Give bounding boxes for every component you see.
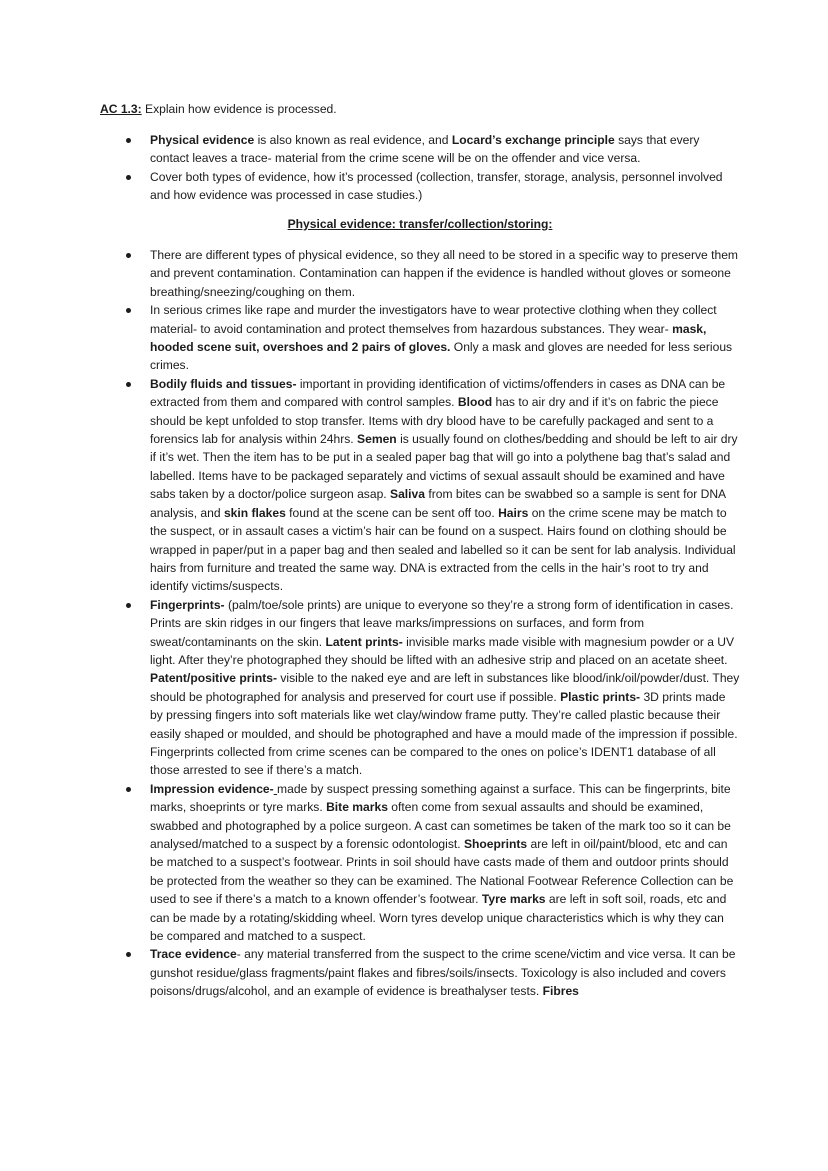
text: Only a mask and gloves are needed for less serious crimes. bbox=[150, 340, 733, 373]
term-fingerprints: Fingerprints- bbox=[150, 597, 225, 612]
text: invisible marks made visible with magnesium powder or a UV light. After they’re photographed they should be lifted with an adhesive strip and placed on an acetate sheet. bbox=[150, 634, 735, 667]
term-locards-principle: Locard’s exchange principle bbox=[451, 133, 615, 147]
text: - any material transferred from the suspect to the crime scene/victim and vice versa. It can be gunshot residue/glass fragments/paint flakes and fibres/soils/insects. Toxicology is also included and covers poisons/drugs/alcohol, and an example of evidence is breathalyser tests. bbox=[150, 947, 736, 999]
term-patent-prints: Patent/positive prints- bbox=[150, 671, 278, 686]
text: on the crime scene may be match to the suspect, or in assault cases a victim’s hair can be found on a suspect. Hairs found on clothing should be wrapped in paper/put in a paper bag and then sealed and labelled so it can be sent for lab analysis. Individual hairs from furniture and treated the same way. DNA is extracted from the cells in the hair’s root to try and identify victims/suspects. bbox=[150, 505, 736, 594]
bullet-storage-contamination bbox=[100, 246, 740, 301]
term-hairs: Hairs bbox=[498, 505, 529, 520]
text: is usually found on clothes/bedding and should be left to air dry if it’s wet. Then the item has to be put in a sealed paper bag that will go into a polythene bag that’s salad and labelled. Items have to be packaged separately and victims of sexual assault should be examined and have sabs taken by a doctor/police surgeon asap. bbox=[150, 432, 738, 502]
text: visible to the naked eye and are left in substances like blood/ink/oil/powder/dust. They should be photographed for analysis and preserved for court use if possible. bbox=[150, 671, 740, 704]
bullet-trace-evidence bbox=[100, 945, 740, 1000]
term-fibres: Fibres bbox=[542, 984, 579, 999]
heading-text: Explain how evidence is processed. bbox=[141, 102, 337, 116]
section-title: Physical evidence: transfer/collection/storing: bbox=[287, 217, 553, 231]
term-protective-kit: mask, hooded scene suit, overshoes and 2 pairs of gloves. bbox=[150, 321, 707, 355]
intro-bullet-physical-evidence bbox=[100, 131, 740, 168]
term-plastic-prints: Plastic prints- bbox=[560, 689, 641, 704]
bullet-protective-clothing bbox=[100, 301, 740, 375]
term-trace-evidence: Trace evidence bbox=[150, 947, 237, 962]
text: has to air dry and if it’s on fabric the piece should be kept unfolded to stop transfer. Items with dry blood have to be carefully packaged and sent to a forensics lab for analysis within 24hrs. bbox=[150, 395, 719, 447]
text: made by suspect pressing something against a surface. This can be fingerprints, bite marks, shoeprints or tyre marks. bbox=[150, 781, 731, 815]
text: says that every contact leaves a trace- material from the crime scene will be on the offender and vice versa. bbox=[150, 133, 700, 166]
term-saliva: Saliva bbox=[390, 487, 425, 502]
text: from bites can be swabbed so a sample is sent for DNA analysis, and bbox=[150, 487, 726, 520]
page-heading bbox=[100, 100, 740, 118]
bullet-impression-evidence bbox=[100, 780, 740, 946]
term-blood: Blood bbox=[457, 395, 493, 410]
bullet-bodily-fluids bbox=[100, 375, 740, 596]
physical-evidence-list bbox=[100, 246, 740, 1001]
text: important in providing identification of victims/offenders in cases as DNA can be extracted from them and compared with control samples. bbox=[150, 376, 726, 410]
term-bite-marks: Bite marks bbox=[326, 800, 388, 815]
term-latent-prints: Latent prints- bbox=[325, 634, 403, 649]
text: is also known as real evidence, and bbox=[254, 133, 452, 147]
intro-bullet-cover-types bbox=[100, 168, 740, 205]
text: (palm/toe/sole prints) are unique to everyone so they’re a strong form of identification in cases. Prints are skin ridges in our fingers that leave marks/impressions on surfaces, and form from sweat/contaminants on the skin. bbox=[150, 597, 734, 649]
term-shoeprints: Shoeprints bbox=[463, 837, 528, 851]
text: often come from sexual assaults and should be examined, swabbed and photographed by a police surgeon. A cast can sometimes be taken of the mark too so it can be analysed/matched to a suspect by a forensic odontologist. bbox=[150, 800, 731, 851]
text: There are different types of physical evidence, so they all need to be stored in a specific way to preserve them and prevent contamination. Contamination can happen if the evidence is handled without gloves or someone breathing/sneezing/coughing on them. bbox=[150, 248, 738, 299]
term-physical-evidence: Physical evidence bbox=[150, 133, 255, 147]
text: Cover both types of evidence, how it’s processed (collection, transfer, storage, analysis, personnel involved and how evidence was processed in case studies.) bbox=[150, 169, 723, 203]
term-skin-flakes: skin flakes bbox=[223, 505, 286, 520]
text: are left in oil/paint/blood, etc and can be matched to a suspect’s footwear. Prints in soil should have casts made of them and outdoor prints should be protected from the weather so they can be examined. The National Footwear Reference Collection can be used to see if there’s a match to a known offender’s footwear. bbox=[150, 837, 734, 907]
term-bodily-fluids: Bodily fluids and tissues- bbox=[150, 376, 297, 391]
bullet-fingerprints bbox=[100, 596, 740, 780]
term-tyre-marks: Tyre marks bbox=[481, 892, 546, 907]
heading-code: AC 1.3: bbox=[100, 102, 142, 116]
text: found at the scene can be sent off too. bbox=[285, 505, 499, 520]
text: In serious crimes like rape and murder the investigators have to wear protective clothing when they collect material- to avoid contamination and protect themselves from hazardous substances. They wear- bbox=[150, 303, 717, 336]
term-impression-evidence: Impression evidence- bbox=[150, 781, 274, 796]
term-semen: Semen bbox=[357, 432, 397, 447]
text: 3D prints made by pressing fingers into soft materials like wet clay/window frame putty. They’re called plastic because their easily shaped or moulded, and should be photographed and have a mould made of the impression if possible. Fingerprints collected from crime scenes can be compared to the ones on police’s IDENT1 database of all those arrested to see if there’s a match. bbox=[150, 689, 738, 778]
intro-list bbox=[100, 131, 740, 205]
text: are left in soft soil, roads, etc and can be made by a rotating/skidding wheel. Worn tyres develop unique characteristics which is why they can be compared and matched to a suspect. bbox=[150, 892, 727, 944]
